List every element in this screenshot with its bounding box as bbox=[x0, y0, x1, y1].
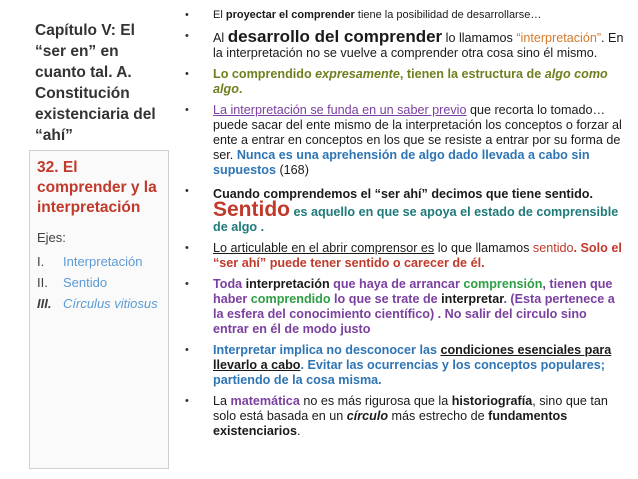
bullet-item bbox=[185, 343, 625, 388]
ejes-item bbox=[37, 272, 168, 293]
bullet-item bbox=[185, 8, 625, 23]
text-run: lo llamamos bbox=[442, 31, 517, 45]
text-run: Al bbox=[213, 31, 228, 45]
bullet-item bbox=[185, 277, 625, 337]
bullet-text bbox=[213, 103, 625, 178]
bullet-dot: • bbox=[185, 185, 189, 197]
text-run: Toda bbox=[213, 277, 246, 291]
text-run: Sentido bbox=[213, 198, 290, 221]
ejes-item-label: Interpretación bbox=[63, 254, 143, 269]
text-run: “interpretación” bbox=[516, 31, 602, 45]
bullet-text bbox=[213, 67, 625, 97]
bullet-item bbox=[185, 29, 625, 61]
topic-box bbox=[29, 150, 169, 469]
text-run: historiografía bbox=[451, 394, 533, 408]
text-run: , tienen la estructura de bbox=[399, 67, 545, 81]
bullet-item bbox=[185, 67, 625, 97]
bullet-dot: • bbox=[185, 9, 189, 21]
ejes-item-number: III. bbox=[37, 296, 52, 311]
text-run: . En la interpretación no se vuelve a comprender otra cosa sino él mismo. bbox=[213, 31, 624, 60]
text-run: sentido bbox=[532, 241, 574, 255]
text-run: desarrollo del comprender bbox=[227, 27, 443, 46]
text-run: que recorta lo tomado… puede sacar del ente mismo de la interpretación los conceptos o forzar al ente a entrar en conceptos en los que se resiste a entrar por su forma de ser. bbox=[213, 103, 622, 162]
text-run: . bbox=[297, 424, 301, 438]
text-run: fundamentos existenciarios bbox=[213, 409, 568, 438]
text-run: que haya de arrancar bbox=[329, 277, 464, 291]
text-run: Interpretar implica no desconocer las bbox=[213, 343, 441, 357]
bullet-text bbox=[213, 29, 625, 61]
text-run: El bbox=[213, 9, 226, 21]
bullet-text bbox=[213, 343, 625, 388]
text-run: Nunca es una aprehensión de algo dado llevada a cabo sin supuestos bbox=[213, 148, 590, 177]
text-run: círculo bbox=[346, 409, 389, 423]
ejes-label: Ejes: bbox=[37, 230, 66, 245]
text-run: interpretación bbox=[245, 277, 330, 291]
bullet-dot: • bbox=[185, 68, 189, 80]
text-run: tiene la posibilidad de desarrollarse… bbox=[354, 9, 542, 21]
bullet-item bbox=[185, 184, 625, 235]
bullet-item bbox=[185, 394, 625, 439]
bullet-text bbox=[213, 394, 625, 439]
text-run: La bbox=[213, 394, 231, 408]
bullet-text bbox=[213, 8, 625, 23]
text-run: algo como algo bbox=[213, 67, 608, 96]
bullet-dot: • bbox=[185, 30, 189, 42]
bullet-text bbox=[213, 184, 625, 235]
ejes-item bbox=[37, 251, 168, 272]
text-run: expresamente bbox=[315, 67, 400, 81]
text-run: lo que llamamos bbox=[434, 241, 533, 255]
text-run: Lo articulable en el abrir comprensor es bbox=[213, 241, 435, 255]
bullet-dot: • bbox=[185, 395, 189, 407]
bullet-dot: • bbox=[185, 344, 189, 356]
bullet-dot: • bbox=[185, 242, 189, 254]
text-run: . Evitar las ocurrencias y los conceptos populares; partiendo de la cosa misma. bbox=[213, 358, 605, 387]
text-run: . bbox=[238, 82, 243, 96]
bullet-text bbox=[213, 241, 625, 271]
bullet-dot: • bbox=[185, 278, 189, 290]
ejes-item-label: Sentido bbox=[63, 275, 108, 290]
ejes-item bbox=[37, 293, 168, 314]
text-run: La interpretación se funda en un saber previo bbox=[213, 103, 467, 117]
text-run: , sino que tan solo está basada en un bbox=[213, 394, 608, 423]
text-run: más estrecho de bbox=[388, 409, 489, 423]
text-run: es aquello en que se apoya el estado de comprensible de algo . bbox=[213, 205, 619, 234]
text-run: (168) bbox=[275, 163, 309, 177]
text-run: interpretar bbox=[441, 292, 504, 306]
text-run: condiciones esenciales para llevarlo a cabo bbox=[213, 343, 612, 372]
text-run: . (Esta pertenece a la esfera del conocimiento científico) . No salir del circulo sino entrar en él de modo justo bbox=[213, 292, 615, 336]
bullet-text bbox=[213, 277, 625, 337]
ejes-item-label: Círculus vitiosus bbox=[63, 296, 158, 311]
bullet-item bbox=[185, 241, 625, 271]
slide-title: Capítulo V: El “ser en” en cuanto tal. A. Constitución existenciaria del “ahí” bbox=[35, 22, 156, 144]
text-run: matemática bbox=[230, 394, 300, 408]
text-run: comprendido bbox=[250, 292, 331, 306]
text-run: . Solo el “ser ahí” puede tener sentido o carecer de él. bbox=[213, 241, 622, 270]
bullet-dot: • bbox=[185, 104, 189, 116]
text-run: , tienen que haber bbox=[213, 277, 613, 306]
text-run: Lo comprendido bbox=[213, 67, 316, 81]
text-run: comprensión bbox=[463, 277, 543, 291]
text-run: Cuando comprendemos el “ser ahí” decimos que tiene sentido. bbox=[213, 187, 593, 201]
topic-heading: 32. El comprender y la interpretación bbox=[37, 159, 157, 216]
text-run: lo que se trate de bbox=[330, 292, 442, 306]
ejes-item-number: I. bbox=[37, 254, 45, 269]
bullet-item bbox=[185, 103, 625, 178]
ejes-list bbox=[37, 251, 168, 314]
bullet-list bbox=[185, 8, 625, 445]
text-run: proyectar el comprender bbox=[225, 9, 355, 21]
ejes-item-number: II. bbox=[37, 275, 48, 290]
text-run: no es más rigurosa que la bbox=[299, 394, 452, 408]
